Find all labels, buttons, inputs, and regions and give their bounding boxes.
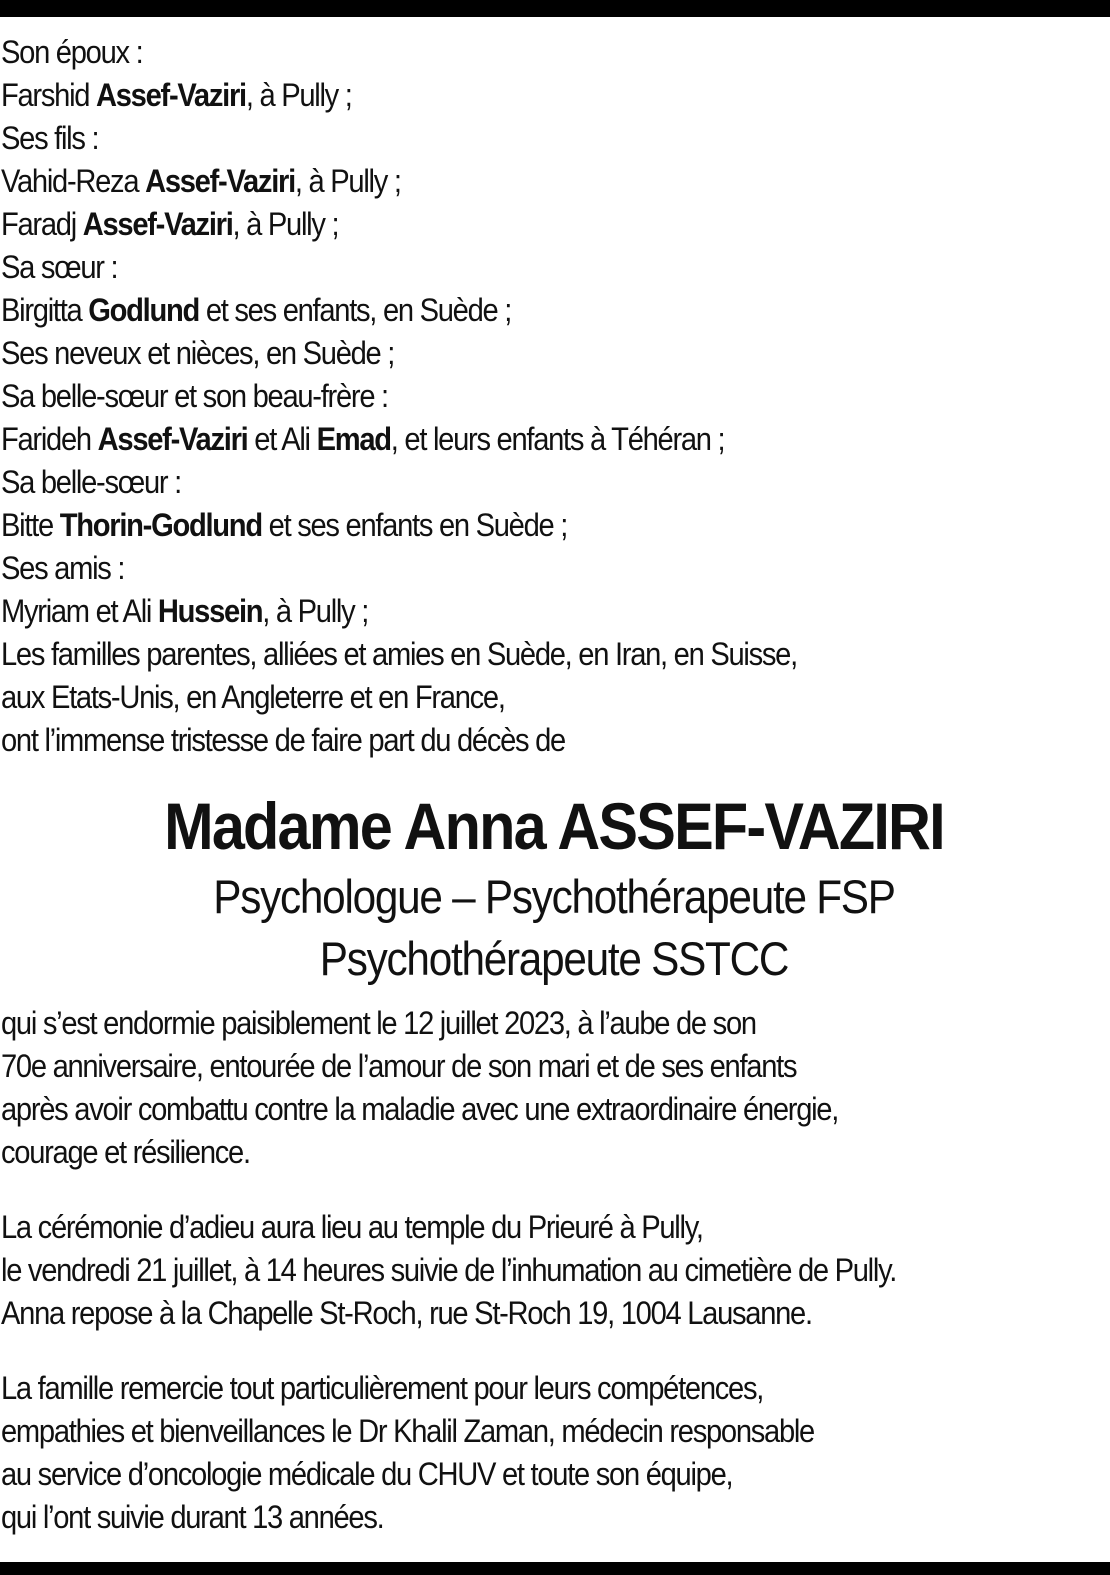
passing-line: qui s’est endormie paisiblement le 12 juillet 2023, à l’aube de son — [1, 1005, 756, 1041]
family-line: Sa sœur : — [1, 249, 118, 285]
family-surname: Assef-Vaziri — [145, 163, 295, 199]
paragraph-gap — [1, 1335, 1107, 1367]
passing-line: 70e anniversaire, entourée de l’amour de son mari et de ses enfants — [1, 1048, 797, 1084]
family-line: Birgitta Godlund et ses enfants, en Suède ; — [1, 292, 512, 328]
family-line: Bitte Thorin-Godlund et ses enfants en Suède ; — [1, 507, 568, 543]
family-surname: Assef-Vaziri — [96, 77, 246, 113]
deceased-title-1: Psychologue – Psychothérapeute FSP — [213, 870, 895, 923]
family-line: Farshid Assef-Vaziri, à Pully ; — [1, 77, 352, 113]
top-rule — [0, 0, 1110, 17]
family-line: Ses neveux et nièces, en Suède ; — [1, 335, 395, 371]
family-line: Sa belle-sœur et son beau-frère : — [1, 378, 388, 414]
obituary-notice — [1, 31, 1107, 1539]
thanks-line: qui l’ont suivie durant 13 années. — [1, 1499, 384, 1535]
family-line: Faradj Assef-Vaziri, à Pully ; — [1, 206, 339, 242]
family-line: Myriam et Ali Hussein, à Pully ; — [1, 593, 369, 629]
deceased-title-2: Psychothérapeute SSTCC — [319, 932, 789, 985]
family-line: Les familles parentes, alliées et amies en Suède, en Iran, en Suisse, — [1, 636, 797, 672]
ceremony-line: le vendredi 21 juillet, à 14 heures suivie de l’inhumation au cimetière de Pully. — [1, 1252, 897, 1288]
paragraph-gap — [1, 1174, 1107, 1206]
family-line: Son époux : — [1, 34, 143, 70]
family-line: Farideh Assef-Vaziri et Ali Emad, et leurs enfants à Téhéran ; — [1, 421, 725, 457]
family-surname: Assef-Vaziri — [97, 421, 248, 457]
family-line: Sa belle-sœur : — [1, 464, 181, 500]
passing-line: courage et résilience. — [1, 1134, 250, 1170]
thanks-line: La famille remercie tout particulièrement pour leurs compétences, — [1, 1370, 764, 1406]
thanks-line: empathies et bienveillances le Dr Khalil Zaman, médecin responsable — [1, 1413, 814, 1449]
bottom-rule — [0, 1562, 1110, 1575]
family-surname: Thorin-Godlund — [59, 507, 262, 543]
family-line: Ses amis : — [1, 550, 125, 586]
family-line: ont l’immense tristesse de faire part du décès de — [1, 722, 565, 758]
family-line: Vahid-Reza Assef-Vaziri, à Pully ; — [1, 163, 401, 199]
family-line: aux Etats-Unis, en Angleterre et en France, — [1, 679, 505, 715]
family-surname: Godlund — [88, 292, 200, 328]
family-line: Ses fils : — [1, 120, 99, 156]
family-surname: Emad — [316, 421, 391, 457]
ceremony-line: La cérémonie d’adieu aura lieu au temple du Prieuré à Pully, — [1, 1209, 703, 1245]
family-surname: Hussein — [157, 593, 263, 629]
thanks-line: au service d’oncologie médicale du CHUV et toute son équipe, — [1, 1456, 733, 1492]
family-surname: Assef-Vaziri — [82, 206, 233, 242]
deceased-name: Madame Anna ASSEF-VAZIRI — [164, 789, 944, 863]
ceremony-line: Anna repose à la Chapelle St-Roch, rue St-Roch 19, 1004 Lausanne. — [1, 1295, 812, 1331]
passing-line: après avoir combattu contre la maladie avec une extraordinaire énergie, — [1, 1091, 839, 1127]
